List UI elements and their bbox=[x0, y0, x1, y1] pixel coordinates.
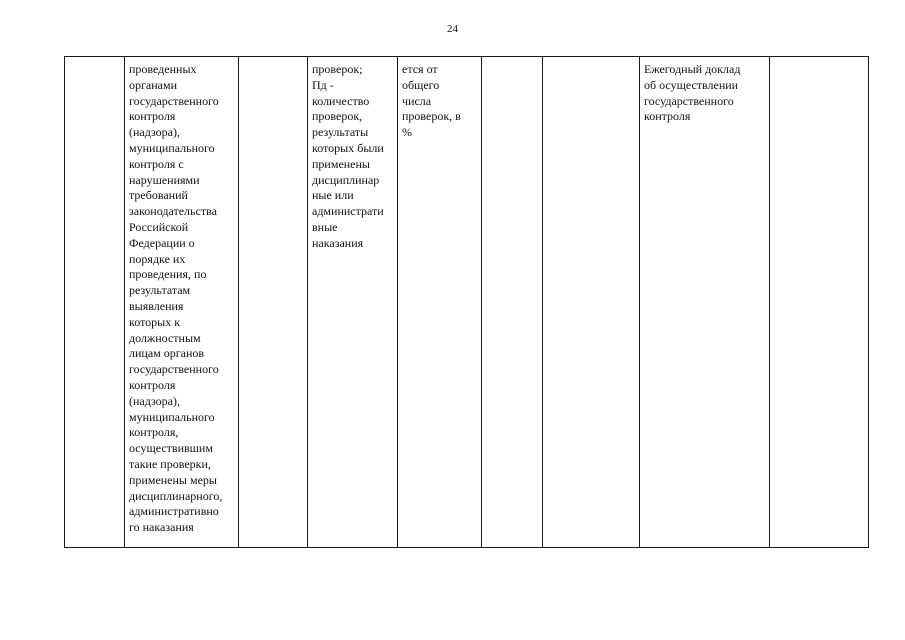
table-cell-3 bbox=[239, 57, 308, 548]
table-cell-6 bbox=[482, 57, 543, 548]
table-cell-data-source: Ежегодный доклад об осуществлении государственного контроля bbox=[640, 57, 770, 548]
table-cell-indicator-description: проведенных органами государственного контроля (надзора), муниципального контроля с нарушениями требований законодательства Российской Федерации о порядке их проведения, по результатам выявления которых к должностным лицам органов государственного контроля (надзора), муниципального контроля, осуществившим такие проверки, применены меры дисциплинарного, административно го наказания bbox=[125, 57, 239, 548]
table-cell-formula-legend: проверок; Пд - количество проверок, результаты которых были применены дисциплинар ные или администрати вные наказания bbox=[308, 57, 398, 548]
table-cell-1 bbox=[65, 57, 125, 548]
table-cell-7 bbox=[543, 57, 640, 548]
page-number: 24 bbox=[447, 23, 458, 35]
table-cell-calculation-note: ется от общего числа проверок, в % bbox=[398, 57, 482, 548]
table-row bbox=[65, 57, 869, 548]
indicator-table bbox=[64, 56, 869, 548]
table-cell-9 bbox=[770, 57, 869, 548]
